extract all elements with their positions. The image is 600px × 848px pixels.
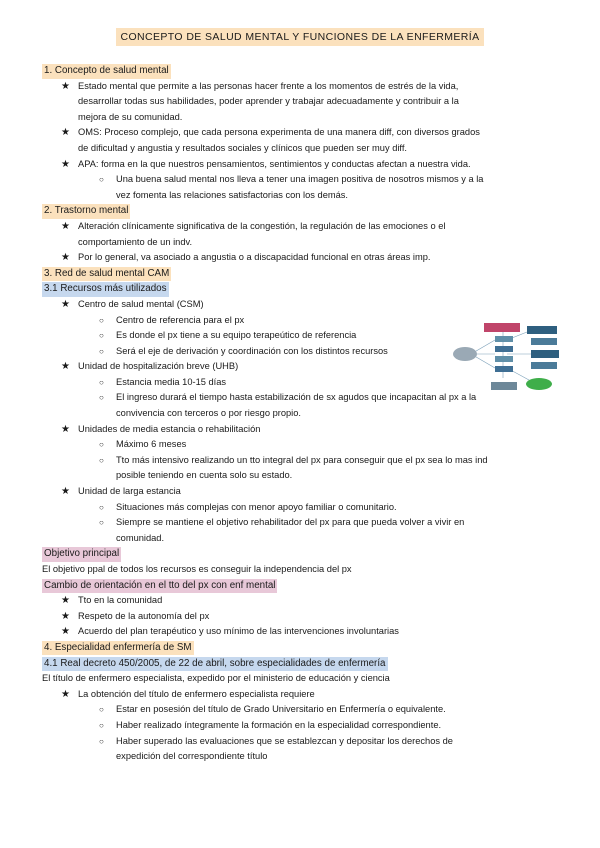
diagram-node	[531, 338, 557, 345]
text-line: Es donde el px tiene a su equipo terapeútico de referencia	[116, 330, 357, 341]
list-item	[42, 250, 562, 266]
star-bullet-icon: ★	[61, 127, 70, 139]
list-item	[42, 718, 562, 734]
section-2-heading: 2. Trastorno mental	[42, 204, 130, 219]
star-bullet-icon: ★	[61, 361, 70, 373]
text-line: Estancia media 10-15 días	[116, 376, 227, 387]
circle-bullet-icon: ○	[99, 175, 104, 185]
text-line: OMS: Proceso complejo, que cada persona experimenta de una manera diff, con diversos grados	[78, 127, 480, 138]
list-item	[42, 437, 562, 453]
text-line: El ingreso durará el tiempo hasta estabilización de sx agudos que incapacitan al px a la	[116, 392, 477, 403]
text-line: APA: forma en la que nuestros pensamientos, sentimientos y conductas afectan a nuestra vida.	[78, 158, 471, 169]
text-line: Por lo general, va asociado a angustia o a discapacidad funcional en otras áreas imp.	[78, 252, 431, 263]
text-line: Acuerdo del plan terapéutico y uso mínimo de las intervenciones involuntarias	[78, 626, 399, 637]
star-bullet-icon: ★	[61, 610, 70, 622]
star-bullet-icon: ★	[61, 626, 70, 638]
text-line: Centro de referencia para el px	[116, 314, 245, 325]
star-bullet-icon: ★	[61, 252, 70, 264]
circle-bullet-icon: ○	[99, 455, 104, 465]
text-line: vez fomenta las relaciones satisfactorias con los demás.	[116, 189, 349, 200]
text-line: Máximo 6 meses	[116, 439, 187, 450]
list-item	[42, 687, 562, 703]
text-line: La obtención del título de enfermero especialista requiere	[78, 688, 315, 699]
text-line: desarrollar todas sus habilidades, poder aprender y trabajar adecuadamente y contribuir a la	[78, 96, 459, 107]
section-4-1-heading: 4.1 Real decreto 450/2005, de 22 de abril, sobre especialidades de enfermería	[42, 657, 388, 672]
diagram-left-node	[453, 347, 477, 361]
list-item	[42, 125, 562, 156]
circle-bullet-icon: ○	[99, 502, 104, 512]
circle-bullet-icon: ○	[99, 393, 104, 403]
star-bullet-icon: ★	[61, 595, 70, 607]
section-1-heading: 1. Concepto de salud mental	[42, 64, 171, 79]
diagram-green-node	[526, 378, 552, 390]
objetivo-heading: Objetivo principal	[42, 547, 121, 562]
section-3-heading: 3. Red de salud mental CAM	[42, 267, 171, 282]
objetivo-text: El objetivo ppal de todos los recursos es conseguir la independencia del px	[42, 564, 352, 574]
text-line: Siempre se mantiene el objetivo rehabilitador del px para que pueda volver a vivir en	[116, 517, 465, 528]
circle-bullet-icon: ○	[99, 315, 104, 325]
diagram-top-box	[484, 323, 520, 332]
list-item	[42, 593, 562, 609]
text-line: Unidad de larga estancia	[78, 486, 181, 497]
list-item	[42, 219, 562, 250]
text-line: de dificultad y angustia y resultados sociales y clínicos que pueden ser muy diff.	[78, 142, 408, 153]
text-line: Alteración clínicamente significativa de la congestión, la regulación de las emociones o el	[78, 220, 446, 231]
s4-text: El título de enfermero especialista, expedido por el ministerio de educación y ciencia	[42, 673, 390, 684]
document-content	[42, 63, 562, 765]
circle-bullet-icon: ○	[99, 518, 104, 528]
text-line: Estar en posesión del título de Grado Universitario en Enfermería o equivalente.	[116, 704, 446, 715]
text-line: Situaciones más complejas con menor apoyo familiar o comunitario.	[116, 501, 397, 512]
text-line: Tto en la comunidad	[78, 595, 163, 606]
circle-bullet-icon: ○	[99, 331, 104, 341]
text-line: mejora de su comunidad.	[78, 111, 183, 122]
star-bullet-icon: ★	[61, 80, 70, 92]
title-wrap	[0, 27, 600, 46]
diagram-node	[531, 362, 557, 369]
text-line: Haber superado las evaluaciones que se establezcan y depositar los derechos de	[116, 735, 453, 746]
circle-bullet-icon: ○	[99, 720, 104, 730]
text-line: Respeto de la autonomía del px	[78, 610, 210, 621]
list-item	[42, 702, 562, 718]
circle-bullet-icon: ○	[99, 705, 104, 715]
star-bullet-icon: ★	[61, 220, 70, 232]
cambio-heading: Cambio de orientación en el tto del px con enf mental	[42, 579, 277, 594]
list-item	[42, 172, 562, 203]
diagram-node	[495, 336, 513, 342]
list-item	[42, 734, 562, 765]
list-item	[42, 79, 562, 126]
list-item	[42, 484, 562, 500]
diagram-node	[527, 326, 557, 334]
circle-bullet-icon: ○	[99, 346, 104, 356]
diagram-node	[531, 350, 559, 358]
text-line: Centro de salud mental (CSM)	[78, 298, 204, 309]
list-item	[42, 609, 562, 625]
text-line: convivencia con terceros o por riesgo propio.	[116, 408, 302, 419]
text-line: Haber realizado íntegramente la formación en la especialidad correspondiente.	[116, 719, 442, 730]
list-item	[42, 624, 562, 640]
text-line: Unidades de media estancia o rehabilitación	[78, 423, 261, 434]
text-line: posible teniendo en cuenta solo su estado.	[116, 470, 293, 481]
section-4-heading: 4. Especialidad enfermería de SM	[42, 641, 194, 656]
list-item	[42, 297, 562, 313]
text-line: comportamiento de un indv.	[78, 236, 193, 247]
diagram-node	[495, 356, 513, 362]
star-bullet-icon: ★	[61, 688, 70, 700]
text-line: Una buena salud mental nos lleva a tener una imagen positiva de nosotros mismos y a la	[116, 174, 484, 185]
star-bullet-icon: ★	[61, 158, 70, 170]
text-line: Será el eje de derivación y coordinación con los distintos recursos	[116, 345, 388, 356]
text-line: Unidad de hospitalización breve (UHB)	[78, 361, 239, 372]
star-bullet-icon: ★	[61, 423, 70, 435]
star-bullet-icon: ★	[61, 486, 70, 498]
diagram-bottom-box	[491, 382, 517, 390]
diagram-node	[495, 346, 513, 352]
text-line: comunidad.	[116, 532, 165, 543]
document-title: CONCEPTO DE SALUD MENTAL Y FUNCIONES DE LA ENFERMERÍA	[116, 28, 483, 46]
text-line: expedición del correspondiente título	[116, 751, 268, 762]
circle-bullet-icon: ○	[99, 377, 104, 387]
list-item	[42, 515, 562, 546]
list-item	[42, 422, 562, 438]
circle-bullet-icon: ○	[99, 440, 104, 450]
section-3-1-heading: 3.1 Recursos más utilizados	[42, 282, 169, 297]
text-line: Tto más intensivo realizando un tto integral del px para conseguir que el px sea lo mas ind	[116, 454, 488, 465]
text-line: Estado mental que permite a las personas hacer frente a los momentos de estrés de la vida,	[78, 80, 459, 91]
list-item	[42, 453, 562, 484]
list-item	[42, 500, 562, 516]
network-diagram	[451, 320, 563, 396]
circle-bullet-icon: ○	[99, 736, 104, 746]
list-item	[42, 157, 562, 173]
star-bullet-icon: ★	[61, 298, 70, 310]
diagram-node	[495, 366, 513, 372]
